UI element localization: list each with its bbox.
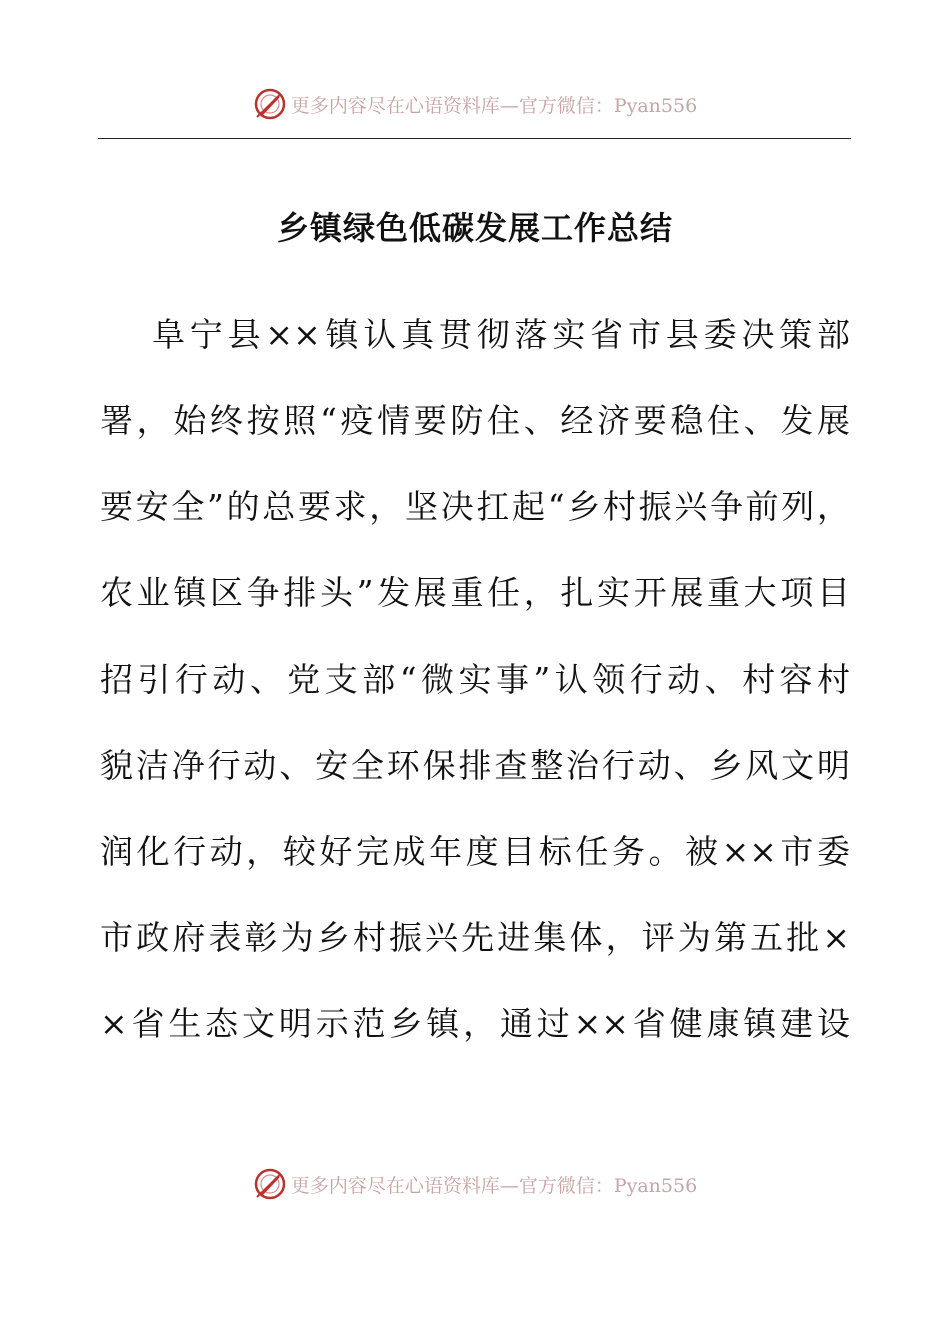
body-line-5: 招引行动、党支部“微实事”认领行动、村容村: [100, 660, 850, 699]
body-line-1: 阜宁县××镇认真贯彻落实省市县委决策部: [152, 315, 850, 354]
pen-nib-logo-icon: [253, 1167, 287, 1201]
footer-banner-label: 更多内容尽在心语资料库—官方微信：: [290, 1174, 614, 1197]
header-banner-label: 更多内容尽在心语资料库—官方微信：: [290, 94, 614, 117]
footer-banner-text: [291, 1171, 697, 1198]
body-line-8: 市政府表彰为乡村振兴先进集体，评为第五批×: [100, 918, 850, 957]
body-line-4: 农业镇区争排头”发展重任，扎实开展重大项目: [100, 573, 850, 612]
document-title: 乡镇绿色低碳发展工作总结: [276, 209, 673, 247]
pen-nib-logo-icon: [253, 87, 287, 121]
header-wechat-id: Pyan556: [613, 94, 698, 117]
header-rule: [98, 138, 851, 139]
body-line-9: ×省生态文明示范乡镇，通过××省健康镇建设: [100, 1004, 850, 1043]
header-banner-text: [291, 91, 697, 118]
body-line-2: 署，始终按照“疫情要防住、经济要稳住、发展: [100, 401, 850, 440]
body-line-7: 润化行动，较好完成年度目标任务。被××市委: [100, 832, 850, 871]
header-banner: [0, 84, 950, 124]
footer-wechat-id: Pyan556: [613, 1174, 698, 1197]
body-line-3: 要安全”的总要求，坚决扛起“乡村振兴争前列，: [100, 487, 850, 526]
body-line-6: 貌洁净行动、安全环保排查整治行动、乡风文明: [100, 746, 850, 785]
footer-banner: [0, 1164, 950, 1204]
